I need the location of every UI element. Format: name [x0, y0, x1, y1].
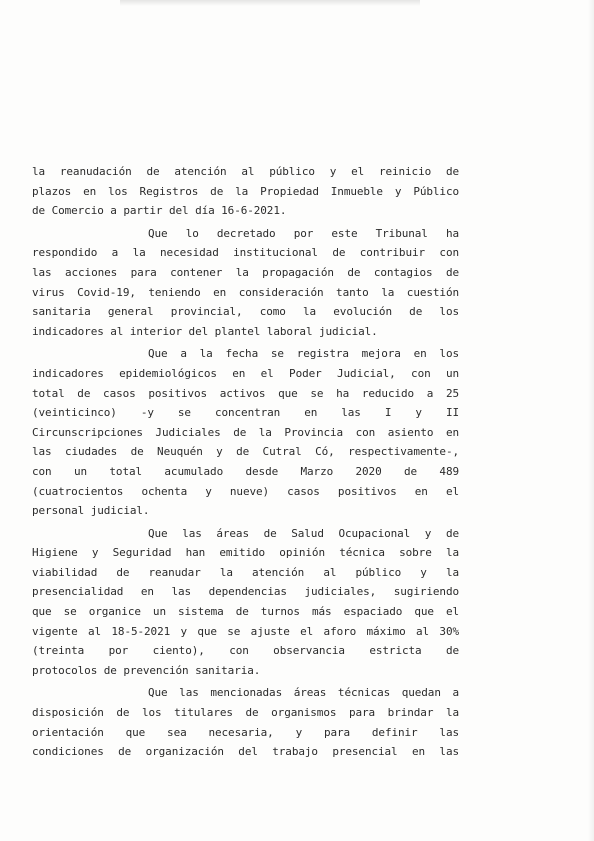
paragraph-5	[32, 683, 459, 761]
text-line: las acciones para contener la propagación de contagios de	[32, 265, 459, 279]
text-line: de Comercio a partir del día 16-6-2021.	[32, 204, 287, 218]
text-line: (veinticinco) -y se concentran en las I y II	[32, 406, 459, 420]
text-line: virus Covid-19, teniendo en consideración tanto la cuestión	[32, 285, 459, 299]
text-line: (cuatrocientos ochenta y nueve) casos positivos en el	[32, 484, 459, 498]
text-line: con un total acumulado desde Marzo 2020 de 489	[32, 464, 459, 478]
text-line: la reanudación de atención al público y el reinicio de	[32, 165, 459, 178]
text-line: Que lo decretado por este Tribunal ha	[148, 226, 459, 240]
text-line: las ciudades de Neuquén y de Cutral Có, respectivamente-,	[32, 445, 459, 459]
text-line: Que a la fecha se registra mejora en los	[148, 347, 459, 361]
paragraph-2	[32, 224, 459, 342]
paragraph-1	[32, 162, 459, 221]
text-line: plazos en los Registros de la Propiedad Inmueble y Público	[32, 184, 459, 198]
paragraph-3	[32, 344, 459, 520]
text-line: Circunscripciones Judiciales de la Provincia con asiento en	[32, 425, 459, 439]
text-line: que se organice un sistema de turnos más espaciado que el	[32, 605, 459, 619]
text-line: respondido a la necesidad institucional de contribuir con	[32, 246, 459, 260]
text-line: Que las mencionadas áreas técnicas quedan a	[148, 686, 459, 700]
text-line: (treinta por ciento), con observancia estricta de	[32, 644, 459, 658]
text-line: indicadores al interior del plantel laboral judicial.	[32, 324, 378, 338]
scan-shadow-right	[588, 0, 594, 841]
document-body	[32, 162, 459, 762]
scan-shadow-top	[120, 0, 420, 6]
text-line: protocolos de prevención sanitaria.	[32, 663, 261, 677]
text-line: Higiene y Seguridad han emitido opinión técnica sobre la	[32, 546, 459, 560]
text-line: sanitaria general provincial, como la evolución de los	[32, 305, 459, 319]
text-line: orientación que sea necesaria, y para definir las	[32, 725, 459, 739]
text-line: total de casos positivos activos que se ha reducido a 25	[32, 386, 459, 400]
text-line: Que las áreas de Salud Ocupacional y de	[148, 526, 459, 540]
text-line: personal judicial.	[32, 504, 150, 518]
text-line: vigente al 18-5-2021 y que se ajuste el aforo máximo al 30%	[32, 624, 459, 638]
paragraph-4	[32, 524, 459, 681]
text-line: disposición de los titulares de organismos para brindar la	[32, 706, 459, 720]
text-line: indicadores epidemiológicos en el Poder Judicial, con un	[32, 366, 459, 380]
text-line: viabilidad de reanudar la atención al público y la	[32, 565, 459, 579]
text-line: presencialidad en las dependencias judiciales, sugiriendo	[32, 585, 459, 599]
text-line: condiciones de organización del trabajo presencial en las	[32, 745, 459, 759]
